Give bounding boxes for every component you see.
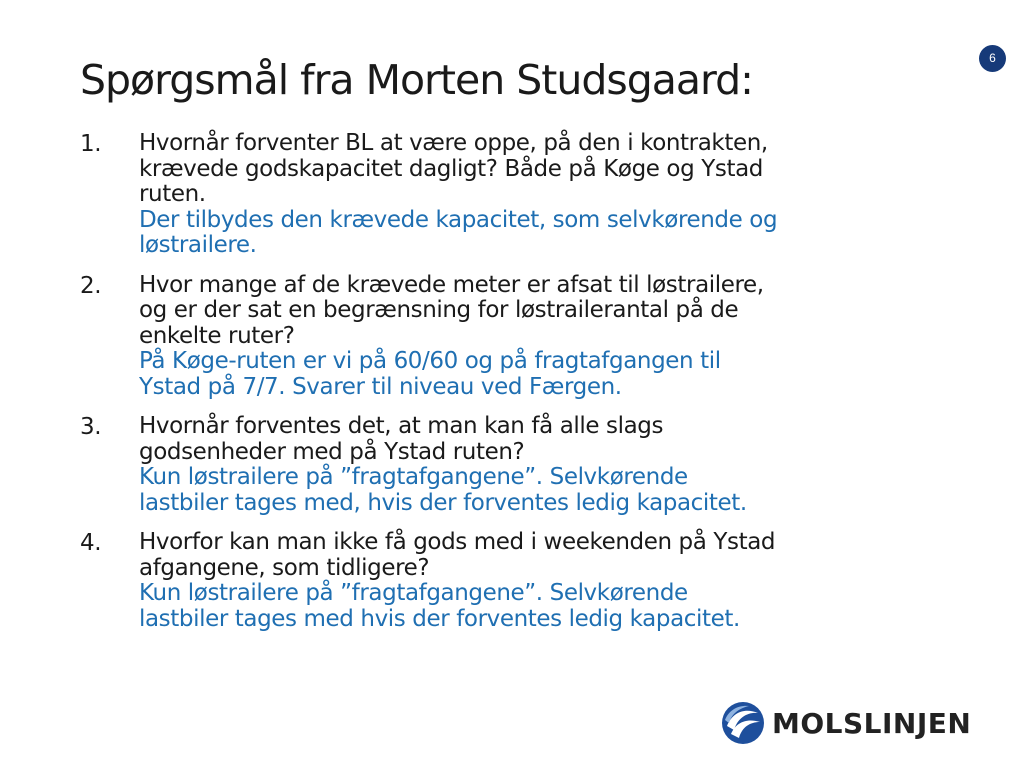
question-text-line: og er der sat en begrænsning for løstrailerantal på de [139, 297, 739, 323]
page-number-badge: 6 [979, 45, 1006, 72]
answer-text-line: lastbiler tages med hvis der forventes ledig kapacitet. [139, 605, 740, 632]
molslinjen-logo [720, 700, 971, 746]
question-text-line: afgangene, som tidligere? [139, 554, 430, 581]
question-item-1 [80, 131, 900, 259]
question-number: 1. [80, 131, 102, 157]
question-text-line: Hvornår forventes det, at man kan få alle slags [139, 413, 664, 439]
answer-text-line: På Køge-ruten er vi på 60/60 og på fragtafgangen til [139, 348, 721, 374]
question-body [139, 273, 900, 401]
question-number: 3. [80, 414, 102, 440]
slide-title: Spørgsmål fra Morten Studsgaard: [80, 56, 753, 104]
answer-text-line: Der tilbydes den krævede kapacitet, som selvkørende og [139, 206, 778, 233]
question-body [139, 414, 900, 516]
wave-emblem-icon [720, 700, 766, 746]
question-text-line: krævede godskapacitet dagligt? Både på Køge og Ystad [139, 155, 763, 182]
question-item-4 [80, 530, 900, 632]
question-text-line: ruten. [139, 181, 206, 207]
question-text-line: godsenheder med på Ystad ruten? [139, 438, 525, 465]
question-number: 4. [80, 530, 102, 556]
question-item-3 [80, 414, 900, 516]
answer-text-line: løstrailere. [139, 232, 257, 258]
answer-text-line: Kun løstrailere på ”fragtafgangene”. Selvkørende [139, 580, 688, 606]
question-list [80, 131, 900, 646]
question-body [139, 530, 900, 632]
answer-text-line: Ystad på 7/7. Svarer til niveau ved Færgen. [139, 373, 622, 400]
answer-text-line: Kun løstrailere på ”fragtafgangene”. Selvkørende [139, 464, 688, 490]
question-text-line: Hvornår forventer BL at være oppe, på den i kontrakten, [139, 130, 768, 156]
logo-wordmark: MOLSLINJEN [772, 706, 972, 740]
answer-text-line: lastbiler tages med, hvis der forventes ledig kapacitet. [139, 489, 747, 516]
question-text-line: enkelte ruter? [139, 322, 295, 349]
question-body [139, 131, 900, 259]
question-item-2 [80, 273, 900, 401]
question-number: 2. [80, 272, 102, 299]
question-text-line: Hvor mange af de krævede meter er afsat til løstrailere, [139, 271, 764, 298]
question-text-line: Hvorfor kan man ikke få gods med i weekenden på Ystad [139, 529, 776, 555]
